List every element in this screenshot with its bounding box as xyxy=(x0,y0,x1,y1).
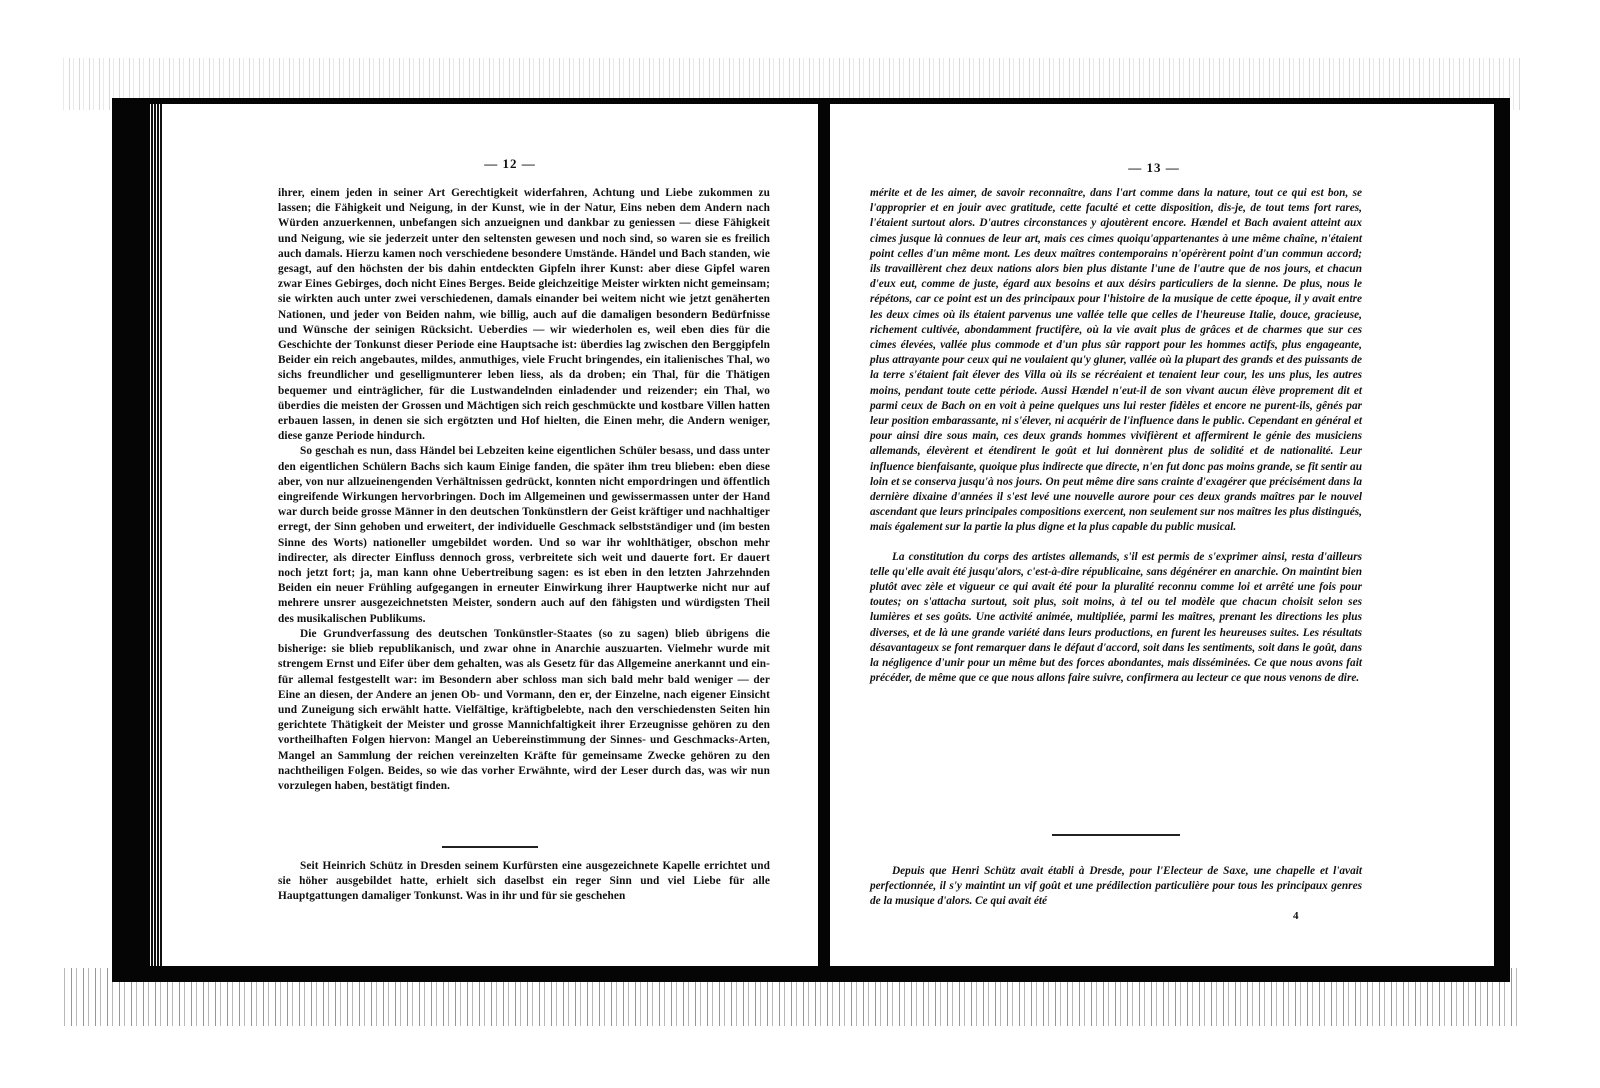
right-body-text xyxy=(870,186,1362,687)
right-section-text xyxy=(870,864,1362,910)
section-rule xyxy=(1052,834,1180,836)
paragraph: ihrer, einem jeden in seiner Art Gerechtigkeit widerfahren, Achtung und Liebe zukommen zu lassen; die Fähigkeit und Neigung, in der Kunst, wie in der Natur, Eins neben dem Andern nach Würden anzuerkennen, unbefangen sich anzueignen und dankbar zu geniessen — diese Fähigkeit und Neigung, wie sie jederzeit unter den seltensten gewesen und noch sind, so waren sie es freilich auch damals. Hierzu kamen noch verschiedene besondere Umstände. Händel und Bach standen, wie gesagt, auf den höchsten der bis dahin entdeckten Gipfeln ihrer Kunst: aber diese Gipfel waren zwar Eines Gebirges, doch nicht Eines Berges. Beide gleichzeitige Meister wirkten nicht gemeinsam; sie wirkten auch unter zwei verschiedenen, damals einander bei weitem nicht wie jetzt genäherten Nationen, und jeder von Beiden nahm, wie billig, auch auf die damaligen besondern Bedürfnisse und Wünsche der seinigen Rücksicht. Ueberdies — wir wiederholen es, weil eben dies für die Geschichte der Tonkunst dieser Periode eine Hauptsache ist: überdies lag zwischen den Berggipfeln Beider ein reich angebautes, mildes, anmuthiges, viele Frucht bringendes, ein italienisches Thal, wo sichs freundlicher und geselligmunterer leben liess, als da droben; ein Thal, für die Thätigen bequemer und einträglicher, für die Lustwandelnden einladender und reizender; ein Thal, wo überdies die meisten der Grossen und Mächtigen sich reich geschmückte und kostbare Villen hatten erbauen lassen, in denen sie sich ergötzten und Hof hielten, die Einen mehr, die Andern weniger, diese ganze Periode hindurch. xyxy=(278,187,770,443)
left-body-text xyxy=(278,186,770,794)
paragraph: Die Grundverfassung des deutschen Tonkünstler-Staates (so zu sagen) blieb übrigens die bisherige: sie blieb republikanisch, und zwar ohne in Anarchie auszuarten. Vielmehr wurde mit strengem Ernst und Eifer über dem gehalten, was als Gesetz für das Allgemeine anerkannt und ein- für allemal festgestellt war: im Besondern aber schloss man sich bald mehr bald weniger — der Eine an diesen, der Andere an jenen Ob- und Vormann, den er, der Einzelne, nach eigener Einsicht und Zuneigung sich erwählt hatte. Vielfältige, kräftigbelebte, nach den verschiedensten Seiten hin gerichtete Thätigkeit der Meister und grosse Mannichfaltigkeit ihrer Erzeugnisse gehören zu den vortheilhaften Folgen hiervon: Mangel an Uebereinstimmung der Sinnes- und Geschmacks-Arten, Mangel an Sammlung der reichen vereinzelten Kräfte für gemeinsame Zwecke gehören zu den nachtheiligen Folgen. Beides, so wie das vorher Erwähnte, wird der Leser durch das, was wir nun vorzulegen haben, bestätigt finden. xyxy=(278,627,770,792)
right-page xyxy=(830,104,1494,966)
section-rule xyxy=(442,846,538,848)
signature-mark: 4 xyxy=(1293,910,1299,922)
page-number: — 12 — xyxy=(484,156,536,171)
paragraph: mérite et de les aimer, de savoir reconnaître, dans l'art comme dans la nature, tout ce qui est bon, se l'approprier et en jouir avec gratitude, cette faculté et cette disposition, dis-je, de tout tems fort rares, l'étaient surtout alors. D'autres circonstances y ajoutèrent encore. Hændel et Bach avaient atteint aux cimes jusque là connues de leur art, mais ces cimes quoiqu'appartenantes à une même chaîne, n'étaient point celles d'un même mont. Les deux maîtres contemporains n'opérèrent point d'un commun accord; ils travaillèrent chez deux nations alors bien plus distante l'une de l'autre que de nos jours, et chacun d'eux eut, comme de juste, égard aux besoins et aux désirs particuliers de la sienne. De plus, nous le répétons, car ce point est un des principaux pour l'histoire de la musique de cette époque, il y avait entre les deux cimes où ils étaient parvenus une vallée telle que celles de l'heureuse Italie, douce, gracieuse, richement cultivée, abondamment fructifère, où la vie avait plus de grâces et de charmes que sur ces cimes élevées, vallée plus commode et d'un plus sûr rapport pour les hommes actifs, plus engageante, plus attrayante pour ceux qui ne voulaient qu'y gluner, vallée où la plupart des grands et des puissants de la terre s'étaient fait élever des Villa où ils se récréaient et tenaient leur cour, les uns plus, les autres moins, pendant toute cette période. Aussi Hændel n'eut-il de son vivant aucun élève proprement dit et parmi ceux de Bach on en voit à peine quelques uns lui rester fidèles et encore ne purent-ils, gênés par leur position embarassante, ni s'élever, ni acquérir de l'influence dans le public. Cependant en général et pour ainsi dire sous main, ces deux grands hommes vivifièrent et affermirent le génie des musiciens allemands, élevèrent et étendirent le goût et lui donnèrent plus de solidité et de nationalité. Leur influence bienfaisante, quoique plus indirecte que directe, n'en fut donc pas moins grande, se fit sentir au loin et se conserva jusqu'à nos jours. On peut même dire sans crainte d'exagérer que précisément dans la dernière dixaine d'années il s'est levé une nouvelle aurore pour ces deux grands maîtres par le nouvel ascendant que leurs principales compositions exercent, non seulement sur nos maîtres les plus distingués, mais également sur la partie la plus digne et la plus capable du public musical. xyxy=(870,187,1362,534)
left-page xyxy=(162,104,818,966)
paragraph: La constitution du corps des artistes allemands, s'il est permis de s'exprimer ainsi, resta d'ailleurs telle qu'elle avait été jusqu'alors, c'est-à-dire républicaine, sans dégénérer en anarchie. On maintint bien plutôt avec zèle et vigueur ce qui avait été pour la pluralité reconnu comme loi et arrêté une fois pour toutes; on s'attacha surtout, soit plus, soit moins, à tel ou tel modèle que chacun choisit selon ses lumières et ses goûts. Une activité animée, multipliée, parmi les maîtres, prenant les directions les plus diverses, et de là une grande variété dans leurs productions, en furent les heureuses suites. Les résultats désavantageux se font remarquer dans le défaut d'accord, soit dans les sentiments, soit dans le goût, dans la négligence d'unir pour un même but des forces abondantes, mais disséminées. Ce que nous avons fait précéder, de même que ce que nous allons faire suivre, confirmera au lecteur ce que nous venons de dire. xyxy=(870,550,1362,685)
paragraph: Depuis que Henri Schütz avait établi à Dresde, pour l'Electeur de Saxe, une chapelle et l'avait perfectionnée, il s'y maintint un vif goût et une prédilection particulière pour tous les principaux genres de la musique d'alors. Ce qui avait été xyxy=(870,865,1362,908)
paragraph: So geschah es nun, dass Händel bei Lebzeiten keine eigentlichen Schüler besass, und dass unter den eigentlichen Schülern Bachs sich kaum Einige fanden, die später ihm treu blieben: eben diese aber, von nur allzueinengenden Verhältnissen gedrückt, konnten nicht empordringen und öffentlich eingreifende Wirkungen hervorbringen. Doch im Allgemeinen und gewissermassen unter der Hand war durch beide grosse Männer in den deutschen Tonkünstlern der Geist kräftiger und nachhaltiger erregt, der Sinn gehoben und erweitert, der individuelle Geschmack selbstständiger und (im besten Sinne des Worts) nationeller umgebildet worden. Und so war ihr wohlthätiger, obschon mehr indirecter, als directer Einfluss dennoch gross, verbreitete sich weit und dauerte fort. Er dauert noch jetzt fort; ja, man kann ohne Uebertreibung sagen: es ist eben in den letzten Jahrzehnden Beiden ein neuer Frühling aufgegangen in erneuter Einwirkung ihrer Hauptwerke nicht nur auf mehrere unsrer ausgezeichnetsten Meister, sondern auch auf den fähigsten und würdigsten Theil des musikalischen Publikums. xyxy=(278,445,770,625)
left-section-text xyxy=(278,859,770,905)
page-number: — 13 — xyxy=(1128,160,1180,175)
paragraph: Seit Heinrich Schütz in Dresden seinem Kurfürsten eine ausgezeichnete Kapelle errichtet und sie höher ausgebildet hatte, erhielt sich daselbst ein reger Sinn und viel Liebe für alle Hauptgattungen damaliger Tonkunst. Was in ihr und für sie geschehen xyxy=(278,860,770,903)
